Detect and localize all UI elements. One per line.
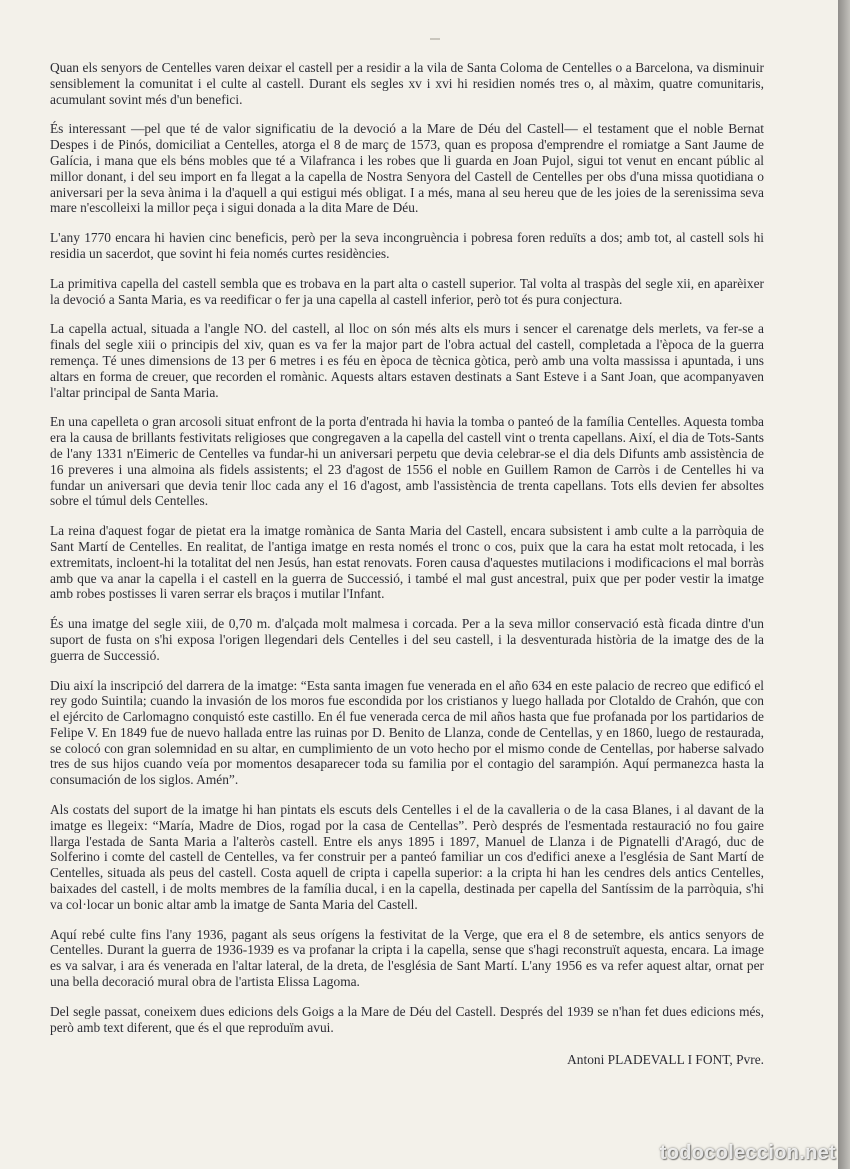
page-mark xyxy=(430,38,440,40)
article-body xyxy=(50,60,764,1049)
paragraph: Del segle passat, coneixem dues edicions dels Goigs a la Mare de Déu del Castell. Després del 1939 se n'han fet dues edicions més, però amb text diferent, que és el que reproduïm avui. xyxy=(50,1003,764,1035)
paragraph: La primitiva capella del castell sembla que es trobava en la part alta o castell superior. Tal volta al traspàs del segle xii, en aparèixer la devoció a Santa Maria, es va reedificar o fer ja una capella al castell inferior, però tot és pura conjectura. xyxy=(50,275,764,307)
paragraph: La capella actual, situada a l'angle NO. del castell, al lloc on són més alts els murs i sencer el carenatge dels merlets, va fer-se a finals del segle xiii o principis del xiv, quan es va fer la major part de l'obra actual del castell, completada a l'època de la guerra remença. Té unes dimensions de 13 per 6 metres i es féu en època de tècnica gòtica, però amb una volta massissa i apuntada, i uns altars en forma de creuer, que recorden el romànic. Aquests altars estaven destinats a Sant Esteve i a Sant Joan, que acompanyaven l'altar principal de Santa Maria. xyxy=(50,321,764,400)
paragraph: Quan els senyors de Centelles varen deixar el castell per a residir a la vila de Santa Coloma de Centelles o a Barcelona, va disminuir sensiblement la comunitat i el culte al castell. Durant els segles xv i xvi hi residien només tres o, al màxim, quatre comunitaris, acumulant sovint més d'un benefici. xyxy=(50,60,764,107)
paragraph: Als costats del suport de la imatge hi han pintats els escuts dels Centelles i el de la cavalleria o de la casa Blanes, i al davant de la imatge es llegeix: “María, Madre de Dios, rogad por la casa de Centellas”. Però després de l'esmentada restauració no fou gaire llarga l'estada de Santa Maria a l'alteròs castell. Entre els anys 1895 i 1897, Manuel de Llanza i de Pignatelli d'Aragó, duc de Solferino i comte del castell de Centelles, va fer construir per a panteó familiar un cos d'edifici anexe a l'església de Sant Martí de Centelles, situada als peus del castell. Costa aquell de cripta i capella superior: a la cripta hi han les cendres dels antics Centelles, baixades del castell, i de molts membres de la família ducal, i en la capella, destinada per capella del Santíssim de la parròquia, s'hi va col·locar un bonic altar amb la imatge de Santa Maria del Castell. xyxy=(50,802,764,912)
paragraph: Diu així la inscripció del darrera de la imatge: “Esta santa imagen fue venerada en el año 634 en este palacio de recreo que edificó el rey godo Suintila; cuando la invasión de los moros fue escondida por los cristianos y luego hallada por Clotaldo de Crahón, que con el ejército de Carlomagno conquistó este castillo. En él fue venerada cerca de mil años hasta que fue profanada por los partidarios de Felipe V. En 1849 fue de nuevo hallada entre las ruinas por D. Benito de Llanza, conde de Centellas, y en 1860, luego de restaurada, se colocó con gran solemnidad en su altar, en cumplimiento de un voto hecho por el mismo conde de Centellas, por haberse salvado tres de sus hijos cuando veía por momentos desaparecer toda su familia por el contagio del sarampión. Aquí permanezca hasta la consumación de los siglos. Amén”. xyxy=(50,677,764,788)
page-edge xyxy=(838,0,850,1169)
paragraph: És una imatge del segle xiii, de 0,70 m. d'alçada molt malmesa i corcada. Per a la seva millor conservació està ficada dintre d'un suport de fusta on s'hi exposa l'origen llegendari dels Centelles i del seu castell, i la desventurada història de la imatge des de la guerra de Successió. xyxy=(50,616,764,663)
author-signature: Antoni PLADEVALL I FONT, Pvre. xyxy=(567,1052,764,1067)
paragraph: L'any 1770 encara hi havien cinc beneficis, però per la seva incongruència i pobresa foren reduïts a dos; amb tot, al castell sols hi residia un sacerdot, que sovint hi feia només curtes residències. xyxy=(50,230,764,261)
paragraph: En una capelleta o gran arcosoli situat enfront de la porta d'entrada hi havia la tomba o panteó de la família Centelles. Aquesta tomba era la causa de brillants festivitats religioses que congregaven a la capella del castell vint o trenta capellans. Així, el dia de Tots-Sants de l'any 1331 n'Eimeric de Centelles va fundar-hi un aniversari perpetu que devia celebrar-se el dia dels Difunts amb assistència de 16 preveres i una almoina als fidels assistents; el 23 d'agost de 1556 el noble en Guillem Ramon de Carròs i de Centelles hi va fundar un aniversari que devia tenir lloc cada any el 16 d'agost, amb l'assistència de trenta capellans. Tots ells devien fer absoltes sobre el túmul dels Centelles. xyxy=(50,414,764,509)
paragraph: És interessant —pel que té de valor significatiu de la devoció a la Mare de Déu del Castell— el testament que el noble Bernat Despes i de Pinós, domiciliat a Centelles, atorga el 8 de març de 1573, quan es proposa d'emprendre el romiatge a Sant Jaume de Galícia, i mana que els béns mobles que té a Vilafranca i les robes que li guarda en Joan Pujol, sigui tot venut en encant públic al millor donant, i del seu import en fa llegat a la capella de Nostra Senyora del Castell de Centelles per obs d'una missa quotidiana o aniversari per la seva ànima i la d'aquell a qui estigui més obligat. I a més, mana al seu hereu que de les joies de la serenissima seva mare n'escolleixi la millor peça i sigui donada a la dita Mare de Déu. xyxy=(50,121,764,216)
paragraph: La reina d'aquest fogar de pietat era la imatge romànica de Santa Maria del Castell, encara subsistent i amb culte a la parròquia de Sant Martí de Centelles. En realitat, de l'antiga imatge en resta només el tronc o cos, puix que la cara ha estat molt retocada, i les extremitats, incloent-hi la totalitat del nen Jesús, han estat renovats. Foren causa d'aquestes mutilacions i modificacions el mal borràs amb que va anar la capella i el castell en la guerra de Successió, i també el mal gust ancestral, puix que per poder vestir la imatge amb robes postisses li varen serrar els braços i mutilar l'Infant. xyxy=(50,523,764,602)
watermark: todocoleccion.net xyxy=(659,1142,836,1164)
paragraph: Aquí rebé culte fins l'any 1936, pagant als seus orígens la festivitat de la Verge, que era el 8 de setembre, els antics senyors de Centelles. Durant la guerra de 1936-1939 es va profanar la cripta i la capella, sense que s'hagi reconstruït aquesta, encara. La image es va salvar, i ara és venerada en l'altar lateral, de la dreta, de l'església de Sant Martí. L'any 1956 es va refer aquest altar, ornat per una bella decoració mural obra de l'artista Elissa Lagoma. xyxy=(50,926,764,990)
